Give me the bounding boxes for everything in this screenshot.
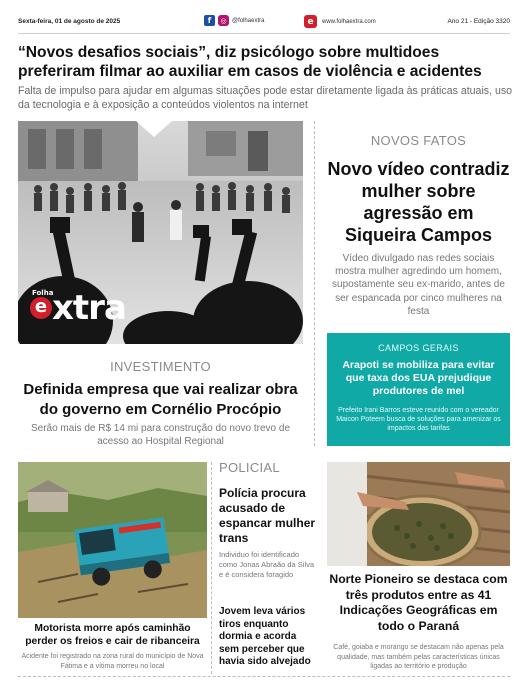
instagram-icon[interactable]: ◎ [218, 15, 229, 26]
novos-fatos-title[interactable]: Novo vídeo contradiz mulher sobre agressão em Siqueira Campos [327, 159, 510, 245]
campos-gerais-title[interactable]: Arapoti se mobiliza para evitar que taxa dos EUA prejudique produtores de mel [342, 359, 495, 397]
coffee-photo[interactable] [327, 462, 510, 566]
norte-pioneiro-body: Café, goiaba e morango se destacam não apenas pela qualidade, mas também pelas características únicas ligadas ao território e produção [333, 644, 504, 670]
investimento-kicker: INVESTIMENTO [110, 359, 211, 374]
campos-gerais-body: Prefeito Irani Barros esteve reunido com o vereador Maicon Poteem busca de soluções para amenizar os impactos das tarifas [336, 407, 501, 432]
investimento-title[interactable]: Definida empresa que vai realizar obra do governo em Cornélio Procópio [23, 381, 298, 418]
campos-gerais-kicker: CAMPOS GERAIS [378, 343, 459, 353]
campos-gerais-box[interactable] [327, 333, 510, 446]
masthead-bar [18, 12, 510, 34]
novos-fatos-body: Vídeo divulgado nas redes sociais mostra mulher agredindo um homem, supostamente seu ex-marido, antes de ser espancada por cinco mulheres na festa [332, 253, 505, 317]
policial-title[interactable]: Polícia procura acusado de espancar mulher trans [219, 486, 316, 545]
column-divider [314, 121, 315, 446]
policial-body: Individuo foi identificado como Jonas Abraão da Silva e é considera foragido [219, 550, 315, 579]
social-links[interactable] [204, 15, 264, 26]
extra-logo-icon: e [304, 15, 317, 28]
investimento-body: Serão mais de R$ 14 mi para construção do novo trevo de acesso ao Hospital Regional [30, 423, 291, 447]
lead-subhead: Falta de impulso para ajudar em algumas situações pode estar diretamente ligada às práticas atuais, uso da tecnologia e à exposição a conteúdos violentos na internet [18, 85, 513, 111]
footer-divider [18, 676, 510, 677]
website-link[interactable] [304, 15, 376, 28]
column-divider-lower [211, 462, 212, 674]
lead-photo[interactable]: Folha e xtra [18, 121, 303, 344]
lead-headline[interactable]: “Novos desafios sociais”, diz psicólogo sobre multidoes preferiram filmar ao auxiliar em casos de violência e acidentes [18, 44, 482, 80]
truck-accident-illustration [18, 462, 207, 618]
norte-pioneiro-title[interactable]: Norte Pioneiro se destaca com três produtos entre as 41 Indicações Geográficas em todo o Paraná [329, 572, 508, 633]
policial-title-2[interactable]: Jovem leva vários tiros enquanto dormia e acorda sem perceber que havia sido alvejado [219, 606, 311, 668]
accident-body: Acidente foi registrado na zona rural do município de Nova Fátima e a vítima morreu no local [21, 653, 204, 670]
edition-number: Ano 21 - Edição 3320 [447, 18, 510, 25]
website-url[interactable]: www.folhaextra.com [322, 18, 376, 25]
social-handle[interactable]: @folhaextra [232, 17, 265, 24]
accident-photo[interactable] [18, 462, 207, 618]
policial-kicker: POLICIAL [219, 460, 280, 475]
coffee-drying-illustration [327, 462, 510, 566]
novos-fatos-kicker: NOVOS FATOS [370, 133, 467, 148]
issue-date: Sexta-feira, 01 de agosto de 2025 [18, 18, 121, 25]
accident-title[interactable]: Motorista morre após caminhão perder os freios e cair de ribanceira [25, 623, 200, 647]
facebook-icon[interactable]: f [204, 15, 215, 26]
